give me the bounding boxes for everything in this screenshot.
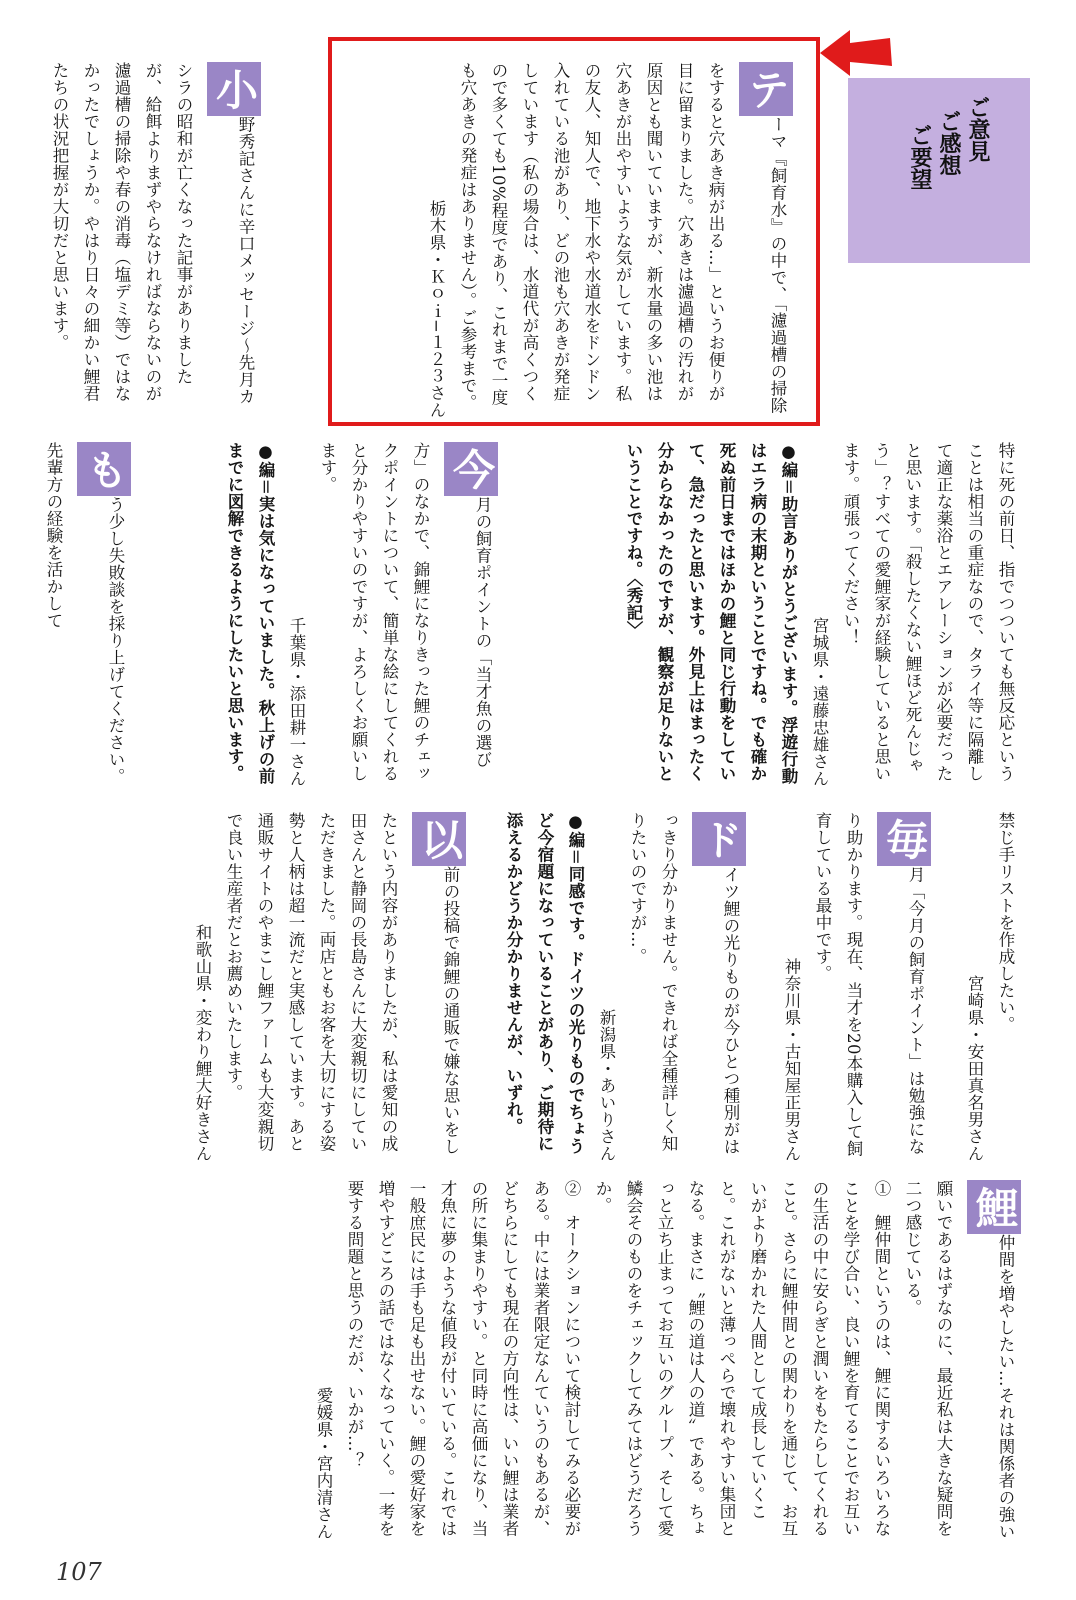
letter-i <box>66 812 466 1162</box>
letter-paragraph: ② オークションについて検討してみる必要がある。中には業者限定なんていうのもあるが、どちらにしても現在の方向性は、いい鯉は業者の所に集まりやすい。と同時に高価になり、当才魚に夢のような値段が付いている。これでは一般庶民には手も足も出せない。鯉の愛好家を増やすどころの話ではなくなっていく。一考を要する問題と思うのだが、いかが…？ <box>345 1180 581 1537</box>
letter-sho <box>50 62 261 412</box>
category-line: ご要望 <box>907 124 932 190</box>
letter-text: う少し失敗談を採り上げてください。先輩方の経験を活かして <box>44 442 125 785</box>
letter-text: 月の飼育ポイントの「当才魚の選び方」のなかで、錦鯉になりきった鯉のチェックポイントについて、簡単な絵にしてくれると分かりやすいのですが、よろしくお願いします。 <box>318 442 492 782</box>
letter-mo <box>44 442 131 787</box>
letter-kinji <box>951 812 1021 1162</box>
letter-body <box>807 812 931 1162</box>
letter-te <box>348 62 793 418</box>
category-box <box>848 78 1030 263</box>
letter-do <box>496 812 746 1162</box>
letter-koi <box>66 1180 1021 1540</box>
letter-mai <box>782 812 931 1162</box>
category-title <box>905 96 992 190</box>
editor-reply: ●編＝実は気になっていました。秋上げの前までに図解できるようにしたいと思います。 <box>225 442 275 785</box>
letter-body <box>897 1180 1021 1540</box>
category-line: ご感想 <box>936 110 961 176</box>
sender-name: 新潟県・あいりさん <box>597 1009 616 1162</box>
drop-cap: 以 <box>412 812 466 866</box>
page-number: 107 <box>56 1558 102 1586</box>
letter-body <box>622 812 746 1162</box>
drop-cap: ド <box>692 812 746 866</box>
letter-body: 特に死の前日、指でつついても無反応ということは相当の重症なので、タライ等に隔離して適正な薬浴とエアレーションが必要だったと思います。「殺したくない鯉ほど死んじゃう」？すべての愛鯉家が経験していると思います。頑張ってください！ <box>841 442 1015 782</box>
drop-cap: 今 <box>444 442 498 496</box>
drop-cap: 毎 <box>877 812 931 866</box>
letter-text: 月「今月の飼育ポイント」は勉強になり助かります。現在、当才を20本購入して飼育している最中です。 <box>813 812 925 1157</box>
letter-body <box>452 62 793 418</box>
editor-reply: ●編＝助言ありがとうございます。浮遊行動はエラ病の末期ということですね。でも確か死ぬ前日まではほかの鯉と同じ行動をしていて、急だったと思います。外見上はまったく分からなかったのですが、観察が足りないということですね。〈秀記〉 <box>624 442 798 785</box>
sender-name: 愛媛県・宮内清さん <box>314 1387 333 1540</box>
letter-body: 禁じ手リストを作成したい。 <box>996 812 1015 1033</box>
sender-name: 神奈川県・古知屋正男さん <box>782 958 801 1162</box>
drop-cap: も <box>77 442 131 496</box>
drop-cap: 小 <box>207 62 261 116</box>
letter-body <box>218 812 466 1162</box>
letter-paragraph: ① 鯉仲間というのは、鯉に関するいろいろなことを学び合い、良い鯉を育てることでお互いの生活の中に安らぎと潤いをもたらしてくれること。さらに鯉仲間との関わりを通じて、お互いがより磨かれた人間として成長していくこと。これがないと薄っぺらで壊れやすい集団となる。まさに〝鯉の道は人の道〟である。ちょっと立ち止まってお互いのグループ、そして愛鱗会そのものをチェックしてみてはどうだろうか。 <box>593 1180 891 1537</box>
sender-name: 千葉県・添田耕一さん <box>287 617 306 787</box>
letter-toku <box>516 442 1021 787</box>
letter-text: 前の投稿で錦鯉の通販で嫌な思いをしたという内容がありましたが、私は愛知の成田さんと静岡の長島さんに大変親切にしていただきました。両店ともお客を大切にする姿勢と人柄は超一流だと実感しています。あと通販サイトのやまこし鯉ファームも大変親切で良い生産者だとお薦めいたします。 <box>224 812 460 1155</box>
letter-text: ーマ『飼育水』の中で、「濾過槽の掃除をすると穴あき病が出る…」というお便りが目に留まりました。穴あきは濾過槽の汚れが原因とも聞いていますが、新水量の多い池は穴あきが出やすいような気がしています。私の友人、知人で、地下水や水道水をドンドン入れている池があり、どの池も穴あきが発症しています（私の場合は、水道代が高くつくので多くても10%程度であり、これまで一度も穴あきの発症はありません）。ご参考まで。 <box>458 62 787 414</box>
letter-text: 仲間を増やしたい…それは関係者の強い願いであるはずなのに、最近私は大きな疑問を二つ感じている。 <box>903 1180 1015 1540</box>
category-line: ご意見 <box>965 96 990 162</box>
letter-body <box>44 62 261 412</box>
drop-cap: テ <box>739 62 793 116</box>
sender-name: 栃木県・Ｋｏｉ−１２３さん <box>427 199 446 418</box>
sender-name: 宮城県・遠藤忠雄さん <box>810 617 829 787</box>
letter-ima <box>218 442 498 787</box>
letter-body <box>38 442 131 787</box>
sender-name: 和歌山県・変わり鯉大好きさん <box>193 924 212 1162</box>
letter-text: イツ鯉の光りものが今ひとつ種別がはっきり分かりません。できれば全種詳しく知りたいのですが…。 <box>628 812 740 1155</box>
letter-text: 野秀記さんに辛口メッセージ～先月カシラの昭和が亡くなった記事がありましたが、給餌よりまずやらなければならないのが濾過槽の掃除や春の消毒（塩デミ等）ではなかったでしょうか。やはり日々の細かい鯉君たちの状況把握が大切だと思います。 <box>50 62 255 405</box>
red-arrow-icon <box>820 26 894 80</box>
letter-body <box>312 442 498 787</box>
sender-name: 宮崎県・安田真名男さん <box>965 975 984 1162</box>
drop-cap: 鯉 <box>967 1180 1021 1234</box>
editor-reply: ●編＝同感です。ドイツの光りものでちょうど今宿題になっていることがあり、ご期待に添えるかどうか分かりませんが、いずれ。 <box>504 812 585 1155</box>
